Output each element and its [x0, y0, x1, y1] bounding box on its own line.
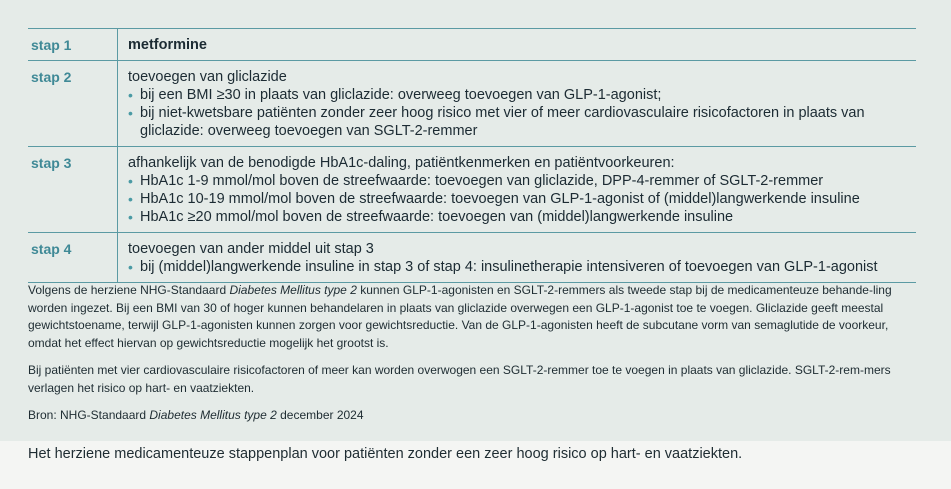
bullet-text: bij (middel)langwerkende insuline in stap 3 of stap 4: insulinetherapie intensiveren of toevoegen van GLP-1-agonist: [140, 259, 878, 275]
step-bullet: [128, 258, 916, 276]
bullet-text: bij een BMI ≥30 in plaats van gliclazide: overweeg toevoegen van GLP-1-agonist;: [140, 87, 662, 103]
step-bullet-list: [128, 258, 916, 276]
bullet-text: bij niet-kwetsbare patiënten zonder zeer hoog risico met vier of meer cardiovasculaire risicofactoren in plaats van gliclazide: overweeg toevoegen van SGLT-2-remmer: [140, 105, 865, 139]
bullet-dot-icon: •: [128, 173, 133, 189]
note-italic-title: Diabetes Mellitus type 2: [229, 283, 357, 297]
step-bullet: [128, 190, 916, 208]
step-heading: metformine: [128, 37, 207, 53]
bullet-text: HbA1c ≥20 mmol/mol boven de streefwaarde: toevoegen van (middel)langwerkende insuline: [140, 209, 734, 225]
step-row: [28, 61, 916, 147]
step-heading: afhankelijk van de benodigde HbA1c-daling, patiëntkenmerken en patiëntvoorkeuren:: [128, 155, 675, 171]
explanation-notes: [28, 282, 916, 435]
step-bullet: [128, 172, 916, 190]
step-row: [28, 147, 916, 233]
step-label: stap 4: [28, 233, 118, 283]
step-content: [118, 147, 917, 233]
note-paragraph-1: [28, 282, 916, 352]
step-bullet: [128, 86, 916, 104]
step-heading: toevoegen van ander middel uit stap 3: [128, 241, 374, 257]
bullet-text: HbA1c 10-19 mmol/mol boven de streefwaarde: toevoegen van GLP-1-agonist of (middel)langwerkende insuline: [140, 191, 860, 207]
note-paragraph-2: Bij patiënten met vier cardiovasculaire risicofactoren of meer kan worden overwogen een SGLT-2-remmer toe te voegen in plaats van gliclazide. SGLT-2-rem-mers verlagen het risico op hart- en vaatziekten.: [28, 363, 891, 395]
source-line: [28, 407, 916, 425]
bullet-dot-icon: •: [128, 87, 133, 103]
step-content: [118, 29, 917, 61]
step-bullet-list: [128, 86, 916, 140]
source-text: Bron: NHG-Standaard: [28, 408, 150, 422]
step-row: [28, 29, 916, 61]
step-label: stap 3: [28, 147, 118, 233]
note-text: kunnen GLP-1-agonisten en SGLT-2-remmers als tweede stap bij de medicamenteuze behande-ling worden ingezet. Bij een BMI van 30 of hoger kunnen behandelaren in plaats van gliclazide overwegen een GLP-1-agonist toe te voegen. Gliclazide geeft meestal gewichtstoename, terwijl GLP-1-agonisten kunnen zorgen voor gewichtsreductie. Van de GLP-1-agonisten heeft de subcutane vorm van semaglutide de voorkeur, omdat het effect hiervan op gewichtsreductie mogelijk het grootst is.: [28, 283, 892, 350]
step-heading: toevoegen van gliclazide: [128, 69, 287, 85]
step-content: [118, 61, 917, 147]
steps-table: [28, 28, 916, 283]
source-text: december 2024: [276, 408, 364, 422]
bullet-dot-icon: •: [128, 209, 133, 225]
bullet-dot-icon: •: [128, 191, 133, 207]
bullet-dot-icon: •: [128, 105, 133, 121]
note-text: Volgens de herziene NHG-Standaard: [28, 283, 230, 297]
step-bullet: [128, 104, 916, 140]
source-italic-title: Diabetes Mellitus type 2: [149, 408, 277, 422]
step-content: [118, 233, 917, 283]
step-row: [28, 233, 916, 283]
bullet-text: HbA1c 1-9 mmol/mol boven de streefwaarde: toevoegen van gliclazide, DPP-4-remmer of SGLT-2-remmer: [140, 173, 824, 189]
step-bullet-list: [128, 172, 916, 226]
step-bullet: [128, 208, 916, 226]
step-label: stap 1: [28, 29, 118, 61]
bullet-dot-icon: •: [128, 259, 133, 275]
figure-caption: Het herziene medicamenteuze stappenplan voor patiënten zonder een zeer hoog risico op hart- en vaatziekten.: [28, 446, 743, 462]
step-label: stap 2: [28, 61, 118, 147]
